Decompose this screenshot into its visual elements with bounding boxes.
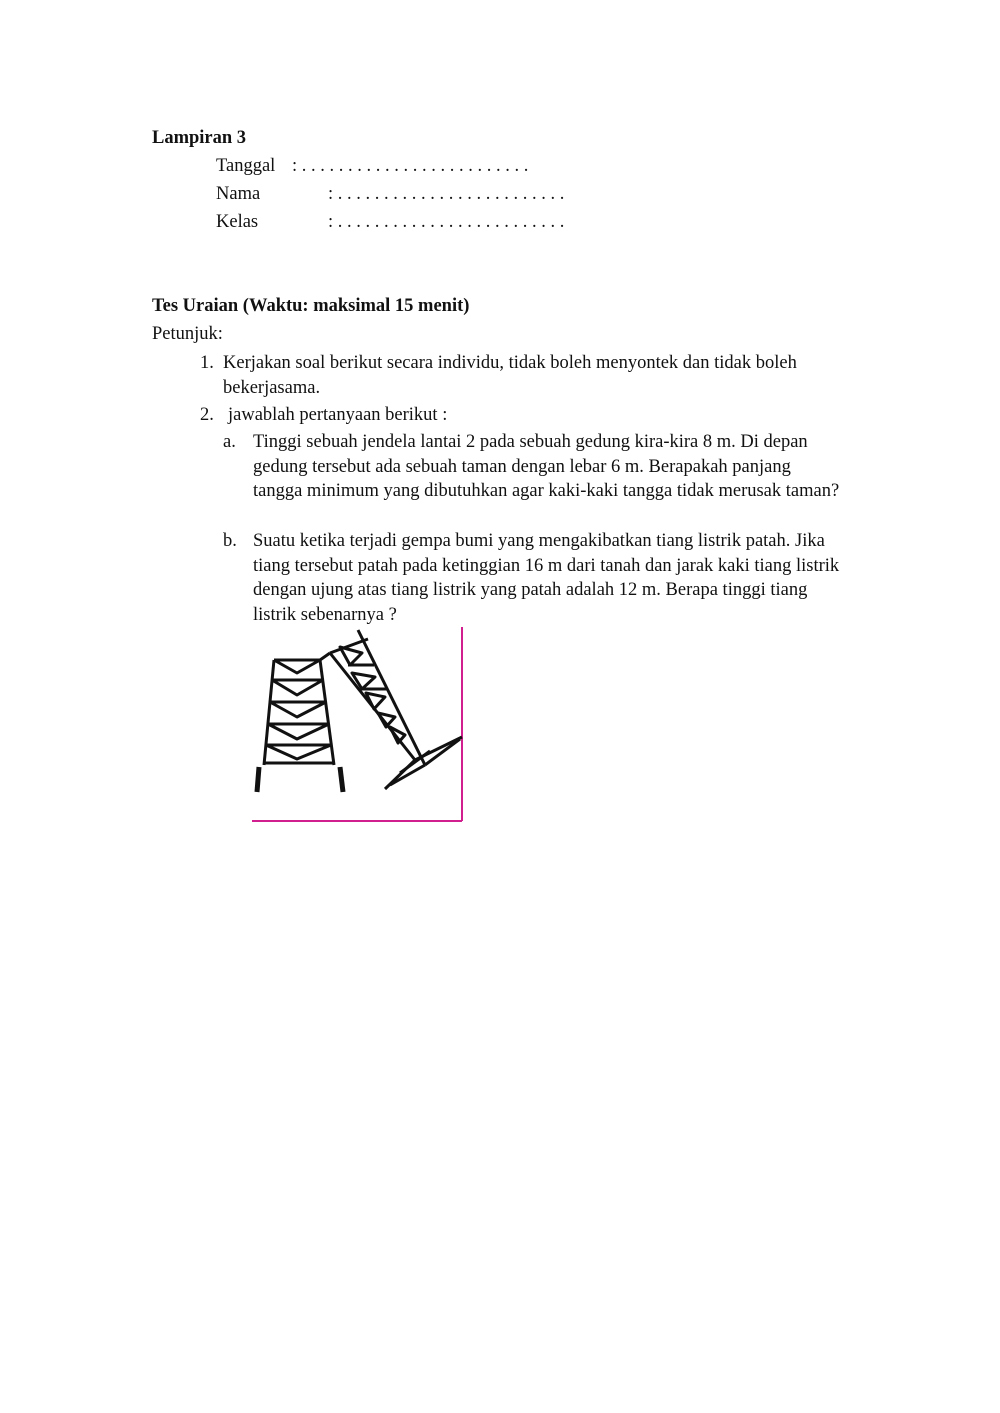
question-text: Suatu ketika terjadi gempa bumi yang mengakibatkan tiang listrik patah. Jika tiang tersebut patah pada ketinggian 16 m dari tanah dan jarak kaki tiang listrik dengan ujung atas tiang listrik yang patah adalah 12 m. Berapa tinggi tiang listrik sebenarnya ?	[253, 531, 840, 625]
kelas-dots: : . . . . . . . . . . . . . . . . . . . . . . . . .	[328, 212, 565, 232]
page-title: Lampiran 3	[152, 128, 247, 148]
nama-dots: : . . . . . . . . . . . . . . . . . . . . . . . . .	[328, 184, 565, 204]
test-title: Tes Uraian (Waktu: maksimal 15 menit)	[152, 296, 470, 316]
broken-tower-illustration	[250, 625, 465, 825]
question-letter: b.	[223, 531, 237, 551]
tanggal-label: Tanggal	[216, 156, 276, 176]
nama-label: Nama	[216, 184, 261, 204]
standing-tower	[257, 653, 343, 792]
instruction-number: 1.	[200, 353, 214, 373]
instruction-text: Kerjakan soal berikut secara individu, tidak boleh menyontek dan tidak boleh bekerjasama.	[223, 353, 797, 398]
instructions-label: Petunjuk:	[152, 324, 223, 344]
question-text: Tinggi sebuah jendela lantai 2 pada sebuah gedung kira-kira 8 m. Di depan gedung tersebut ada sebuah taman dengan lebar 6 m. Berapakah panjang tangga minimum yang dibutuhkan agar kaki-kaki tangga tidak merusak taman?	[253, 432, 840, 501]
instruction-number: 2.	[200, 405, 214, 425]
kelas-label: Kelas	[216, 212, 259, 232]
fallen-tower	[330, 630, 462, 789]
question-letter: a.	[223, 432, 236, 452]
tanggal-dots: : . . . . . . . . . . . . . . . . . . . . . . . . .	[292, 156, 529, 176]
instruction-text: jawablah pertanyaan berikut :	[228, 405, 448, 425]
